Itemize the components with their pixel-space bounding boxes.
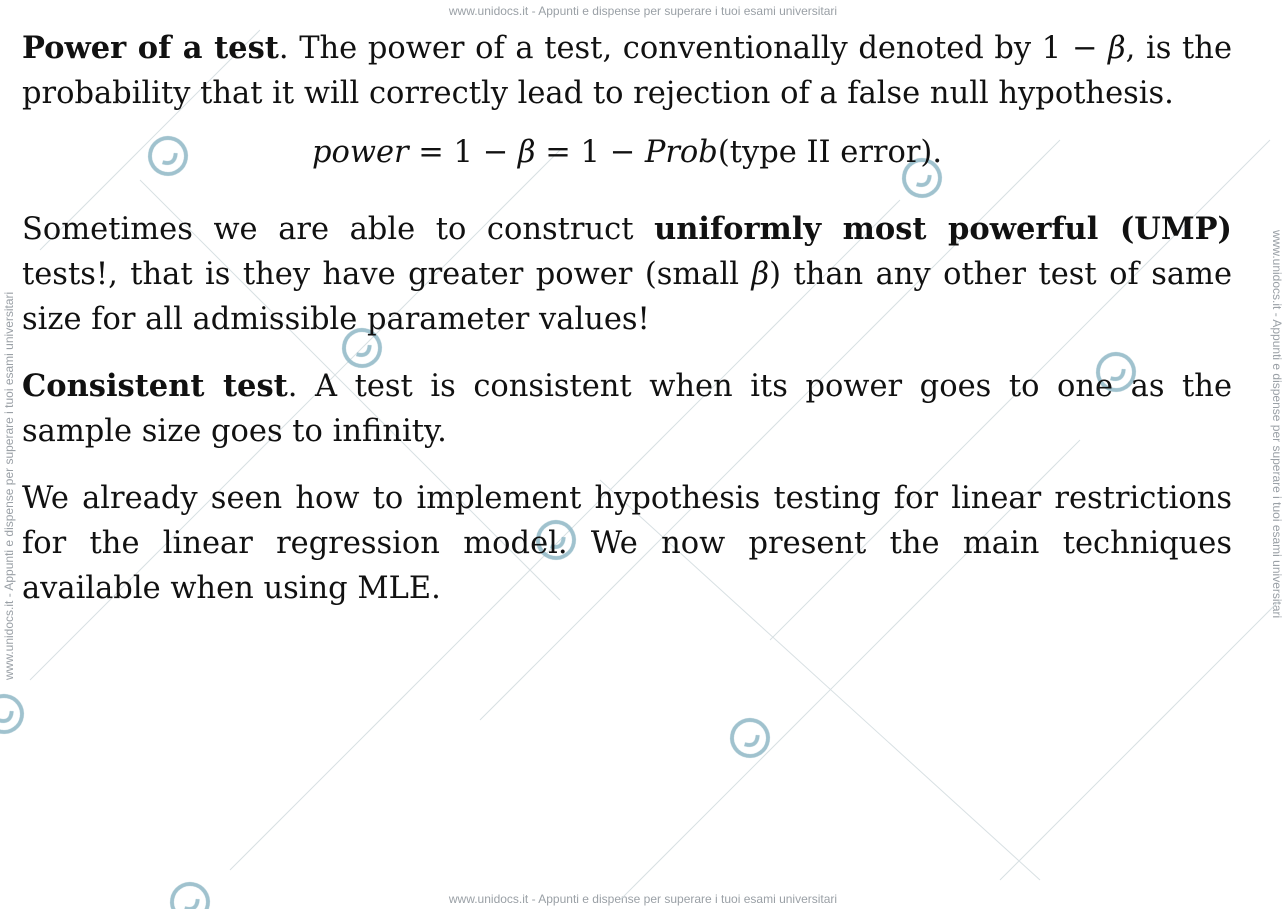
consistent-test-paragraph bbox=[22, 364, 1232, 454]
consistent-test-text: . A test is consistent when its power goes to one as the sample size goes to infinity. bbox=[22, 369, 1232, 449]
power-of-test-paragraph bbox=[22, 26, 1232, 116]
ump-beta: β bbox=[751, 257, 770, 292]
formula-beta: β bbox=[517, 135, 536, 170]
consistent-test-term: Consistent test bbox=[22, 368, 288, 404]
ump-paragraph bbox=[22, 207, 1232, 342]
formula-mid2: = 1 − bbox=[535, 135, 645, 170]
ump-text-c: ) than any other test of same size for all admissible parameter values! bbox=[22, 257, 1232, 337]
power-of-test-text-a: . The power of a test, conventionally denoted by 1 − bbox=[278, 31, 1109, 66]
power-of-test-text-b: , is the probability that it will correctly lead to rejection of a false null hypothesis. bbox=[22, 31, 1232, 111]
ump-term: uniformly most powerful (UMP) bbox=[654, 211, 1232, 247]
document-body bbox=[22, 26, 1232, 611]
watermark-footer: www.unidocs.it - Appunti e dispense per superare i tuoi esami universitari bbox=[448, 892, 838, 906]
watermark-side-left: www.unidocs.it - Appunti e dispense per superare i tuoi esami universitari bbox=[2, 291, 16, 680]
formula-prob: Prob bbox=[644, 135, 718, 170]
closing-paragraph: We already seen how to implement hypothesis testing for linear restrictions for the linear regression model. We now present the main techniques available when using MLE. bbox=[22, 481, 1232, 606]
power-of-test-term: Power of a test bbox=[22, 30, 279, 66]
watermark-side-right: www.unidocs.it - Appunti e dispense per superare i tuoi esami universitari bbox=[1270, 230, 1284, 619]
power-formula bbox=[22, 130, 1232, 175]
watermark-header: www.unidocs.it - Appunti e dispense per superare i tuoi esami universitari bbox=[448, 4, 838, 18]
formula-lhs: power bbox=[311, 135, 409, 170]
ump-text-a: Sometimes we are able to construct bbox=[22, 212, 655, 247]
formula-mid: = 1 − bbox=[408, 135, 518, 170]
ump-text-b: tests!, that is they have greater power (small bbox=[22, 257, 752, 292]
formula-rhs: (type II error). bbox=[717, 135, 943, 170]
beta-symbol: β bbox=[1108, 31, 1126, 66]
